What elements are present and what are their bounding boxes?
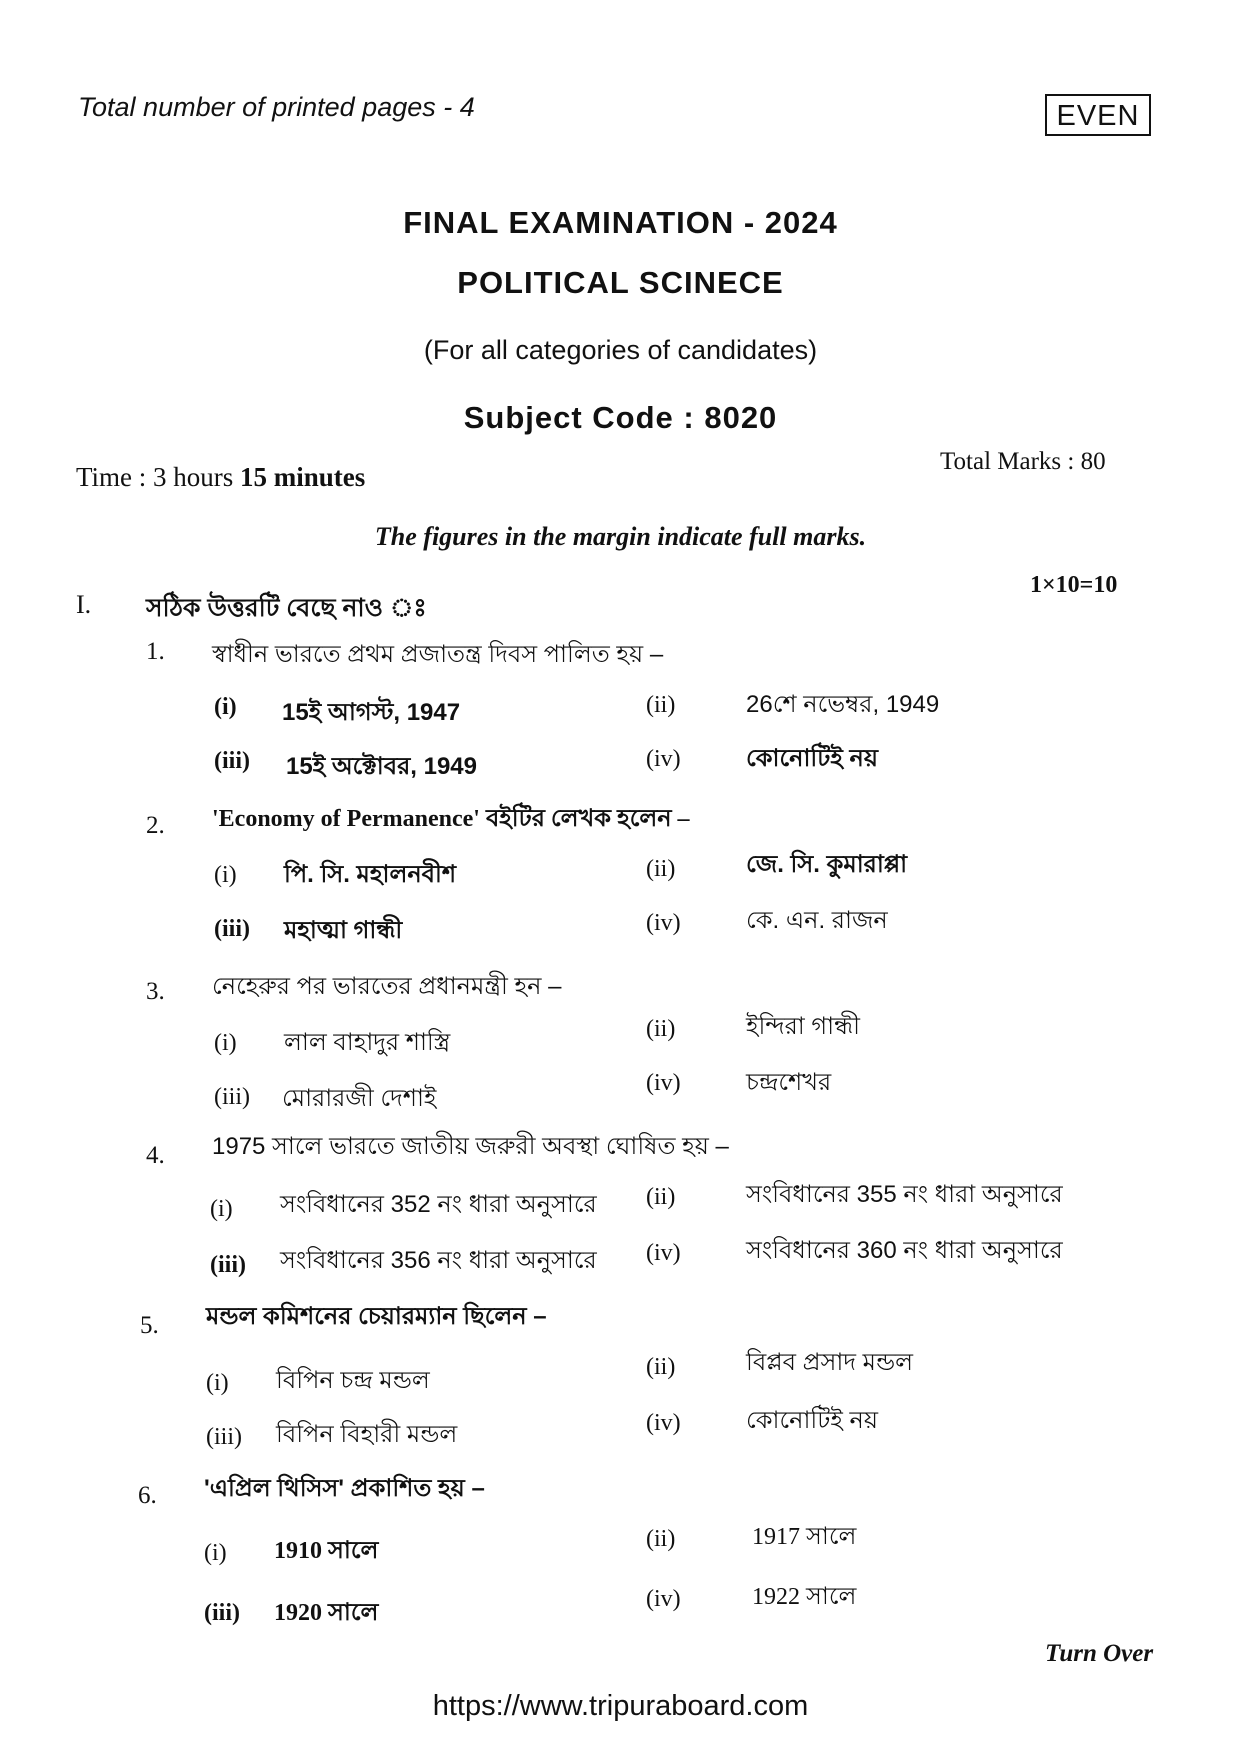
option-text: 1920 সালে [274, 1600, 379, 1626]
time-allowed [76, 462, 365, 493]
option-text: 1917 সালে [752, 1524, 857, 1550]
question-number: 6. [138, 1482, 157, 1509]
question-text: 'এপ্রিল থিসিস' প্রকাশিত হয় – [204, 1475, 485, 1502]
option-label: (iii) [210, 1252, 246, 1278]
even-badge: EVEN [1045, 94, 1151, 136]
option-text: ইন্দিরা গান্ধী [746, 1013, 860, 1040]
option-label: (iv) [646, 1240, 681, 1266]
option-text: চন্দ্রশেখর [746, 1069, 832, 1096]
option-text: সংবিধানের 352 নং ধারা অনুসারে [280, 1191, 597, 1218]
question-number: 1. [146, 638, 165, 665]
section-number: I. [76, 590, 92, 619]
option-label: (ii) [646, 692, 676, 718]
footer-url: https://www.tripuraboard.com [432, 1690, 809, 1722]
candidates-note: (For all categories of candidates) [423, 335, 818, 365]
option-text: সংবিধানের 360 নং ধারা অনুসারে [746, 1237, 1063, 1264]
option-text: সংবিধানের 355 নং ধারা অনুসারে [746, 1181, 1063, 1208]
question-number: 5. [140, 1312, 159, 1339]
question-number: 3. [146, 978, 165, 1005]
exam-title: FINAL EXAMINATION - 2024 [403, 205, 838, 240]
total-marks: Total Marks : 80 [940, 448, 1106, 475]
option-text: 1922 সালে [752, 1584, 857, 1610]
option-text: জে. সি. কুমারাপ্পা [746, 851, 908, 878]
option-text: মহাত্মা গান্ধী [284, 917, 403, 944]
option-label: (ii) [646, 1184, 676, 1210]
time-minutes: 15 minutes [240, 462, 366, 492]
question-text: মন্ডল কমিশনের চেয়ারম্যান ছিলেন – [206, 1303, 547, 1330]
option-text: বিপ্লব প্রসাদ মন্ডল [746, 1349, 914, 1376]
section-marks: 1×10=10 [1030, 572, 1118, 598]
margin-instruction: The figures in the margin indicate full marks. [374, 522, 867, 551]
option-label: (ii) [646, 1526, 676, 1552]
option-label: (iv) [646, 1586, 681, 1612]
option-text: সংবিধানের 356 নং ধারা অনুসারে [280, 1247, 597, 1274]
option-text: কোনোটিই নয় [746, 745, 878, 772]
option-label: (i) [210, 1196, 233, 1222]
option-text: মোরারজী দেশাই [282, 1085, 437, 1112]
section-title: সঠিক উত্তরটি বেছে নাও ঃ [146, 594, 427, 622]
option-text: বিপিন বিহারী মন্ডল [276, 1421, 458, 1448]
option-label: (iv) [646, 746, 681, 772]
option-text: পি. সি. মহালনবীশ [284, 861, 457, 888]
question-text: 'Economy of Permanence' বইটির লেখক হলেন – [212, 806, 690, 832]
option-label: (iv) [646, 1410, 681, 1436]
option-label: (ii) [646, 1354, 676, 1380]
subject-code: Subject Code : 8020 [463, 400, 778, 435]
printed-pages-count: Total number of printed pages - 4 [78, 92, 475, 122]
time-label: Time : 3 hours [76, 462, 234, 492]
option-label: (iii) [204, 1600, 240, 1626]
option-text: 1910 সালে [274, 1538, 379, 1564]
option-label: (i) [214, 1030, 237, 1056]
option-label: (i) [214, 862, 237, 888]
option-label: (iii) [214, 1084, 250, 1110]
option-text: 15ই অক্টোবর, 1949 [286, 753, 478, 780]
subject-title: POLITICAL SCINECE [457, 265, 784, 300]
question-number: 2. [146, 812, 165, 839]
question-number: 4. [146, 1142, 165, 1169]
option-text: কোনোটিই নয় [746, 1407, 878, 1434]
question-text: 1975 সালে ভারতে জাতীয় জরুরী অবস্থা ঘোষিত হয় – [212, 1133, 729, 1160]
option-label: (i) [214, 694, 237, 720]
option-label: (i) [204, 1540, 227, 1566]
turn-over-note: Turn Over [1045, 1640, 1154, 1667]
option-label: (i) [206, 1370, 229, 1396]
option-label: (ii) [646, 856, 676, 882]
option-text: 15ই আগস্ট, 1947 [282, 699, 461, 726]
option-text: কে. এন. রাজন [746, 907, 888, 934]
option-text: বিপিন চন্দ্র মন্ডল [276, 1367, 430, 1394]
option-label: (iii) [214, 916, 250, 942]
option-label: (ii) [646, 1016, 676, 1042]
option-label: (iv) [646, 1070, 681, 1096]
option-text: 26শে নভেম্বর, 1949 [746, 691, 940, 718]
option-label: (iii) [214, 748, 250, 774]
question-text: নেহেরুর পর ভারতের প্রধানমন্ত্রী হন – [212, 973, 562, 1000]
option-text: লাল বাহাদুর শাস্ত্রি [284, 1029, 451, 1056]
option-label: (iv) [646, 910, 681, 936]
question-text: স্বাধীন ভারতে প্রথম প্রজাতন্ত্র দিবস পালিত হয় – [212, 641, 664, 668]
option-label: (iii) [206, 1424, 242, 1450]
